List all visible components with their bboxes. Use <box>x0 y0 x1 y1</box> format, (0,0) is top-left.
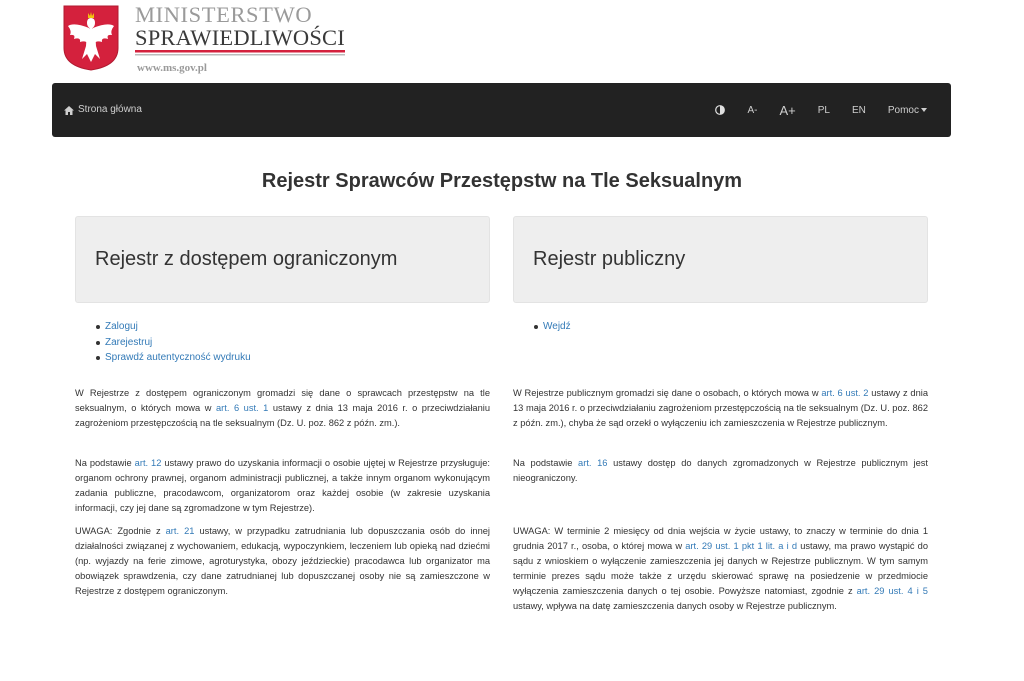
brand-line-2: SPRAWIEDLIWOŚCI <box>135 25 345 50</box>
art-29-ust-1-link[interactable]: art. 29 ust. 1 pkt 1 lit. a i d <box>685 541 798 551</box>
font-smaller-button[interactable]: A- <box>747 104 758 116</box>
restricted-register-heading: Rejestr z dostępem ograniczonym <box>95 248 398 270</box>
contrast-icon <box>715 105 725 115</box>
list-item <box>95 350 490 366</box>
site-header <box>62 4 362 78</box>
paragraph-text: ustawy, ma prawo wystąpić do sądu z wnioskiem o wyłączenie zamieszczenia jej danych w Rejestrze publicznym. W tym samym terminie prezes sądu może także z urzędu skierować sprawę na posiedzenie w przedmiocie wyłączenia zamieszczenia danych o tej osobie. Powyższe natomiast, zgodnie z <box>513 541 928 596</box>
list-item <box>533 319 928 335</box>
paragraph-text: ustawy prawo do uzyskania informacji o osobie ujętej w Rejestrze przysługuje: organom ochrony prawnej, organom administracji publicznej, a także innym organom wykonującym zadania publiczne, pracodawcom, organizatorom oraz każdej osobie (w zakresie uzyskania informacji, czy jej dane są zgromadzone w tym Rejestrze). <box>75 458 491 513</box>
font-larger-button[interactable]: A+ <box>779 102 796 118</box>
contrast-toggle-button[interactable] <box>704 83 736 137</box>
paragraph-text: W Rejestrze z dostępem ograniczonym gromadzi się dane o sprawcach przestępstw na tle seksualnym, o których mowa w <box>75 388 490 413</box>
paragraph-text: ustawy, wpływa na datę zamieszczenia danych osoby w Rejestrze publicznym. <box>513 601 837 611</box>
art-12-link[interactable]: art. 12 <box>134 458 162 468</box>
paragraph-text: UWAGA: Zgodnie z <box>75 526 166 536</box>
restricted-register-access-info <box>75 456 490 516</box>
brand-line-1: MINISTERSTWO <box>135 2 313 27</box>
restricted-register-description <box>75 386 490 431</box>
top-navbar <box>52 83 951 137</box>
paragraph-text: ustawy z dnia 13 maja 2016 r. o przeciwdziałaniu zagrożeniom przestępczością na tle seksualnym (Dz. U. poz. 862 z późn. zm.), chyba że sąd orzekł o wyłączeniu ich zamieszczenia w Rejestrze publicznym. <box>513 388 928 428</box>
ministry-logo-text[interactable] <box>135 2 345 74</box>
paragraph-text: ustawy dostęp do danych zgromadzonych w Rejestrze publicznym jest nieograniczony. <box>513 458 929 483</box>
lang-pl-link[interactable]: PL <box>817 104 830 116</box>
art-6-ust-1-link[interactable]: art. 6 ust. 1 <box>215 403 269 413</box>
public-register-column <box>513 216 929 611</box>
home-icon <box>64 106 74 115</box>
page-title: Rejestr Sprawców Przestępstw na Tle Seksualnym <box>261 170 743 192</box>
register-link[interactable]: Zarejestruj <box>105 336 153 348</box>
public-register-panel <box>513 216 928 303</box>
chevron-down-icon <box>921 108 927 112</box>
enter-link[interactable]: Wejdź <box>543 321 571 332</box>
paragraph-text: ustawy z dnia 13 maja 2016 r. o przeciwdziałaniu zagrożeniom przestępczością na tle seksualnym (Dz. U. poz. 862 z późn. zm.). <box>75 403 490 428</box>
paragraph-text: ustawy, w przypadku zatrudniania lub dopuszczania osób do innej działalności związanej z wychowaniem, edukacją, wypoczynkiem, leczeniem lub opieką nad dziećmi (np. wyjazdy na ferie zimowe, agroturystyka, obozy jeździeckie) pracodawca lub organizator ma obowiązek sprawdzenia, czy dane zatrudnianej lub dopuszczanej osoby nie są zamieszczone w Rejestrze z dostępem ograniczonym. <box>75 526 491 596</box>
public-register-description <box>513 386 928 431</box>
lang-en-link[interactable]: EN <box>851 104 866 116</box>
art-16-link[interactable]: art. 16 <box>578 458 608 468</box>
public-register-access-info <box>513 456 928 486</box>
help-dropdown[interactable] <box>877 83 951 137</box>
restricted-register-column <box>75 216 491 596</box>
list-item <box>95 335 490 351</box>
paragraph-text: Na podstawie <box>513 458 579 468</box>
art-6-ust-2-link[interactable]: art. 6 ust. 2 <box>821 388 869 398</box>
brand-underline <box>135 50 345 57</box>
navbar-right <box>704 83 951 137</box>
art-29-ust-4-5-link[interactable]: art. 29 ust. 4 i 5 <box>856 586 928 596</box>
public-register-heading: Rejestr publiczny <box>533 248 686 270</box>
paragraph-text: UWAGA: W terminie 2 miesięcy od dnia wejścia w życie ustawy, to znaczy w terminie do dnia 1 grudnia 2017 r., osoba, o której mowa w <box>513 526 928 551</box>
paragraph-text: W Rejestrze publicznym gromadzi się dane o osobach, o których mowa w <box>513 388 822 398</box>
paragraph-text: Na podstawie <box>75 458 135 468</box>
restricted-register-links <box>75 319 490 366</box>
home-link[interactable] <box>64 83 142 137</box>
list-item <box>95 319 490 335</box>
site-url: www.ms.gov.pl <box>137 62 207 74</box>
home-link-label: Strona główna <box>78 104 142 115</box>
public-register-warning <box>513 524 928 614</box>
verify-printout-link[interactable]: Sprawdź autentyczność wydruku <box>105 352 251 363</box>
restricted-register-warning <box>75 524 490 599</box>
public-register-links <box>513 319 928 335</box>
polish-eagle-emblem-icon[interactable] <box>62 4 120 72</box>
art-21-link[interactable]: art. 21 <box>165 526 195 536</box>
restricted-register-panel <box>75 216 490 303</box>
login-link[interactable]: Zaloguj <box>105 321 138 332</box>
help-dropdown-label: Pomoc <box>887 104 919 116</box>
